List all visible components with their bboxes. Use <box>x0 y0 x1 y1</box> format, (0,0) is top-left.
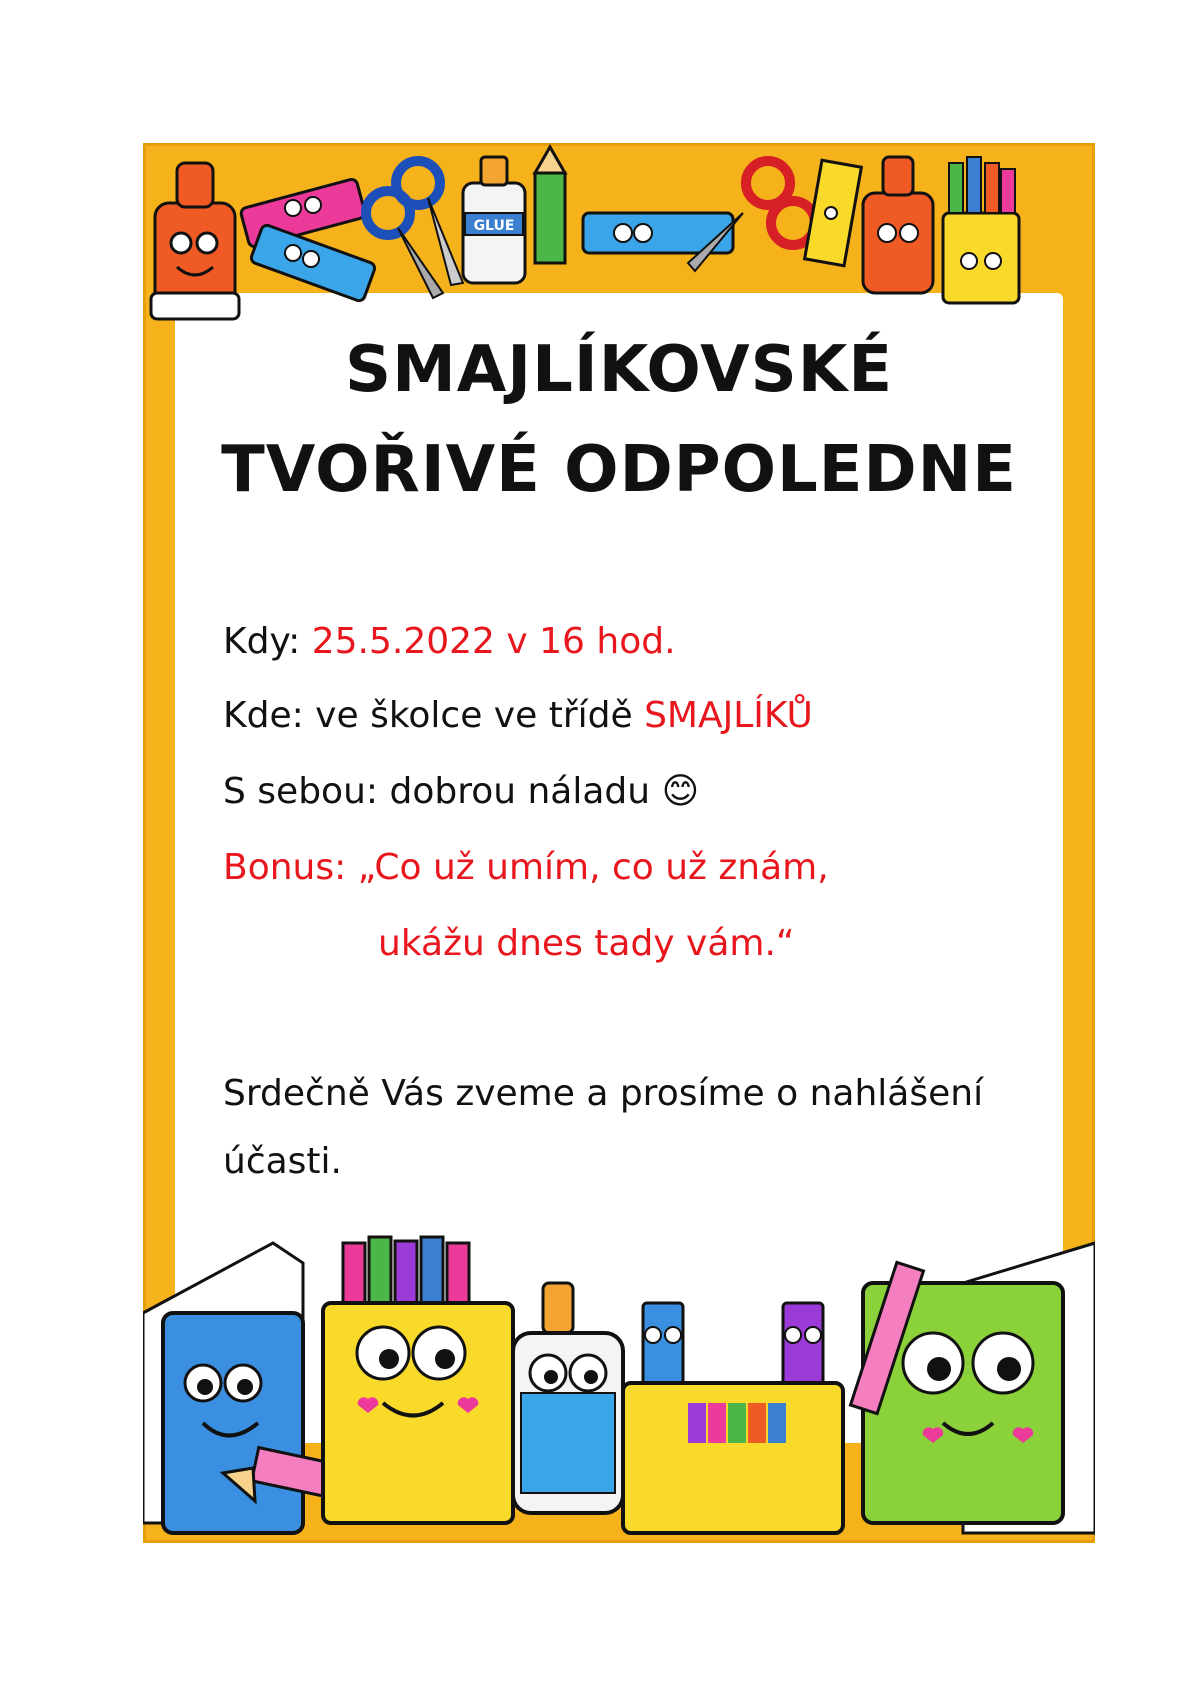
title-line-1: SMAJLÍKOVSKÉ <box>344 333 894 407</box>
pencil-green-icon <box>535 147 565 263</box>
where-value: SMAJLÍKŮ <box>644 695 813 736</box>
bonus-line-1: Bonus: „Co už umím, co už znám, <box>223 847 829 888</box>
glue-bottle-icon <box>151 163 239 319</box>
where-label: Kde: ve školce ve třídě <box>223 695 633 736</box>
top-school-supplies-illustration <box>143 143 1095 333</box>
bottom-characters-illustration <box>143 1223 1095 1543</box>
poster-frame <box>143 143 1095 1543</box>
invitation-line-1: Srdečně Vás zveme a prosíme o nahlášení <box>223 1073 984 1114</box>
crayon-box-icon <box>943 157 1019 303</box>
smiley-icon: 😊 <box>661 771 700 812</box>
glue-bottle-orange-icon <box>863 157 933 293</box>
when-label: Kdy: <box>223 621 301 662</box>
where-line <box>223 695 813 736</box>
bonus-line-2: ukážu dnes tady vám.“ <box>378 923 795 964</box>
book-blue-icon <box>143 1243 303 1533</box>
glue-bottle-blue-icon <box>513 1283 623 1513</box>
when-value: 25.5.2022 v 16 hod. <box>311 621 676 662</box>
bring-label: S sebou: dobrou náladu <box>223 771 651 812</box>
crayon-box-yellow-icon <box>323 1237 513 1523</box>
pencil-yellow-icon <box>805 160 862 265</box>
scissors-blue-icon <box>366 161 463 298</box>
when-line <box>223 621 676 662</box>
crayon-blue-icon <box>250 224 376 303</box>
svg-text:GLUE: GLUE <box>473 218 515 234</box>
title-line-2: TVOŘIVÉ ODPOLEDNE <box>221 433 1017 507</box>
invitation-line-2: účasti. <box>223 1141 342 1182</box>
bring-line <box>223 771 699 812</box>
glue-bottle-white-icon <box>463 157 525 283</box>
crayon-box-big-icon <box>623 1303 843 1533</box>
